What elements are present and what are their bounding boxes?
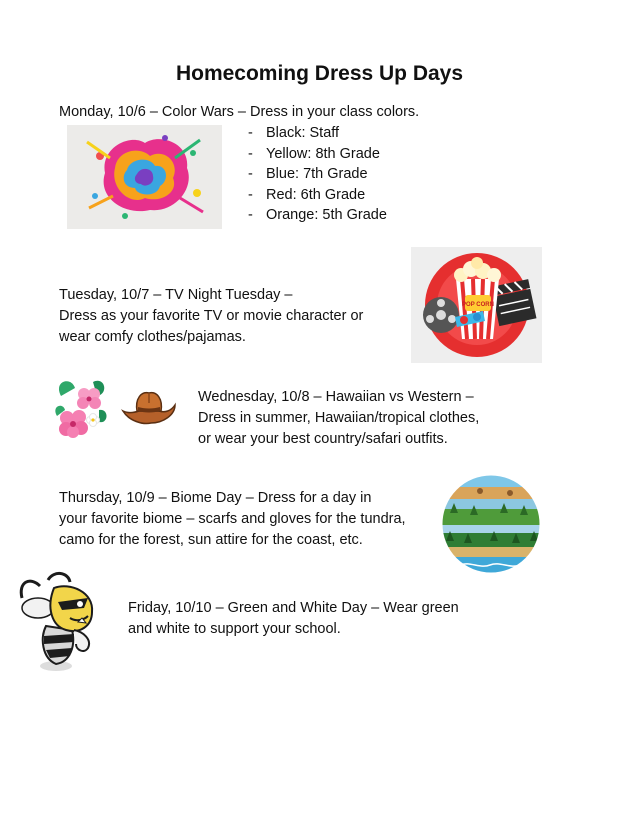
monday-line-1: Monday, 10/6 – Color Wars – Dress in your class colors. [59,104,420,120]
friday-line-2: and white to support your school. [128,621,341,637]
popcorn-movie-icon [411,247,542,363]
friday-text [128,598,459,640]
thursday-text [59,488,406,551]
class-color-item: - Red: 6th Grade [248,185,387,206]
wednesday-line-1: Wednesday, 10/8 – Hawaiian vs Western – [198,389,474,405]
cowboy-hat-icon [121,387,177,427]
wednesday-line-3: or wear your best country/safari outfits. [198,431,448,447]
page-title: Homecoming Dress Up Days [175,62,464,85]
hibiscus-flower-icon [53,376,109,442]
thursday-line-3: camo for the forest, sun attire for the coast, etc. [59,532,363,548]
class-colors-list [248,123,387,226]
thursday-line-1: Thursday, 10/9 – Biome Day – Dress for a day in [59,490,372,506]
popcorn-box-label: POP CORN [462,302,494,308]
class-color-item: - Yellow: 8th Grade [248,144,387,165]
wednesday-text [198,387,479,450]
friday-line-1: Friday, 10/10 – Green and White Day – Wear green [128,600,459,616]
class-color-item: - Blue: 7th Grade [248,164,387,185]
tuesday-line-1: Tuesday, 10/7 – TV Night Tuesday – [59,287,293,303]
class-color-item: - Black: Staff [248,123,387,144]
tuesday-text [59,285,363,348]
paint-splash-icon [67,125,222,229]
wednesday-line-2: Dress in summer, Hawaiian/tropical clothes, [198,410,480,426]
hornet-mascot-icon [18,568,105,672]
tuesday-line-3: wear comfy clothes/pajamas. [59,329,246,345]
class-color-item: - Orange: 5th Grade [248,205,387,226]
thursday-line-2: your favorite biome – scarfs and gloves for the tundra, [59,511,406,527]
monday-text [59,102,419,123]
biome-circle-icon [440,473,542,575]
tuesday-line-2: Dress as your favorite TV or movie character or [59,308,364,324]
